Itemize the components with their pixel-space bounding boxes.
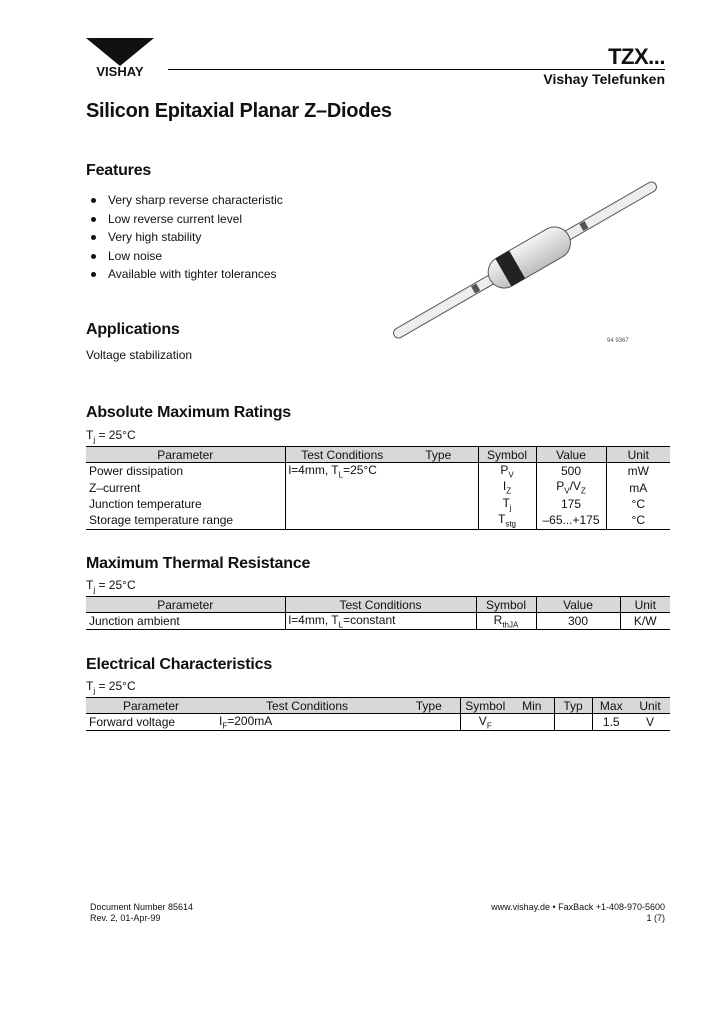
list-item: Low noise xyxy=(86,249,283,268)
table-row: Storage temperature range $T_{stg}$ –65...+175 °C xyxy=(86,512,670,529)
company-name: Vishay Telefunken xyxy=(543,71,665,87)
applications-heading: Applications xyxy=(86,321,180,338)
amr-heading: Absolute Maximum Ratings xyxy=(86,404,292,421)
diode-illustration xyxy=(380,170,670,350)
thermal-table xyxy=(86,596,670,630)
revision: Rev. 2, 01-Apr-99 xyxy=(90,913,161,923)
table-row: Junction ambient l=4mm, $T_L=constant$ $R_{thJA}$ 300 K/W xyxy=(86,613,670,630)
logo-text: VISHAY xyxy=(96,64,144,78)
thermal-condition: $T_j = 25^\circ C$ xyxy=(86,578,136,595)
page-number: 1 (7) xyxy=(646,913,665,923)
thermal-heading: Maximum Thermal Resistance xyxy=(86,555,311,572)
table-row: Junction temperature $T_j$ 175 °C xyxy=(86,496,670,512)
vishay-logo xyxy=(86,38,154,78)
list-item: Low reverse current level xyxy=(86,212,283,231)
contact: www.vishay.de • FaxBack +1-408-970-5600 xyxy=(491,902,665,912)
elec-heading: Electrical Characteristics xyxy=(86,656,273,673)
list-item: Very high stability xyxy=(86,230,283,249)
table-header: Parameter Test Conditions Type Symbol Min Typ Max Unit xyxy=(86,698,670,714)
list-item: Available with tighter tolerances xyxy=(86,267,283,286)
part-number: TZX... xyxy=(608,44,665,69)
elec-table xyxy=(86,697,670,731)
doc-number: Document Number 85614 xyxy=(90,902,194,912)
amr-table xyxy=(86,446,670,530)
table-row: Power dissipation l=4mm, $T_L=25^\circ C$ $P_V$ 500 mW xyxy=(86,463,670,480)
header-rule xyxy=(168,69,665,70)
page-title: Silicon Epitaxial Planar Z–Diodes xyxy=(86,100,392,122)
features-list xyxy=(86,193,283,286)
table-row: Forward voltage $I_F=200mA$ $V_F$ 1.5 V xyxy=(86,714,670,731)
amr-condition: $T_j = 25^\circ C$ xyxy=(86,428,136,445)
features-heading: Features xyxy=(86,162,152,179)
table-header: Parameter Test Conditions Symbol Value Unit xyxy=(86,597,670,613)
elec-condition: $T_j = 25^\circ C$ xyxy=(86,679,136,696)
list-item: Very sharp reverse characteristic xyxy=(86,193,283,212)
table-header: Parameter Test Conditions Type Symbol Value Unit xyxy=(86,447,670,463)
footer-right xyxy=(491,902,665,924)
figure-label: 94 9367 xyxy=(607,338,629,344)
table-row: Z–current $I_Z$ $P_V/V_Z$ mA xyxy=(86,479,670,495)
footer-left xyxy=(90,902,193,924)
applications-text: Voltage stabilization xyxy=(86,348,193,362)
